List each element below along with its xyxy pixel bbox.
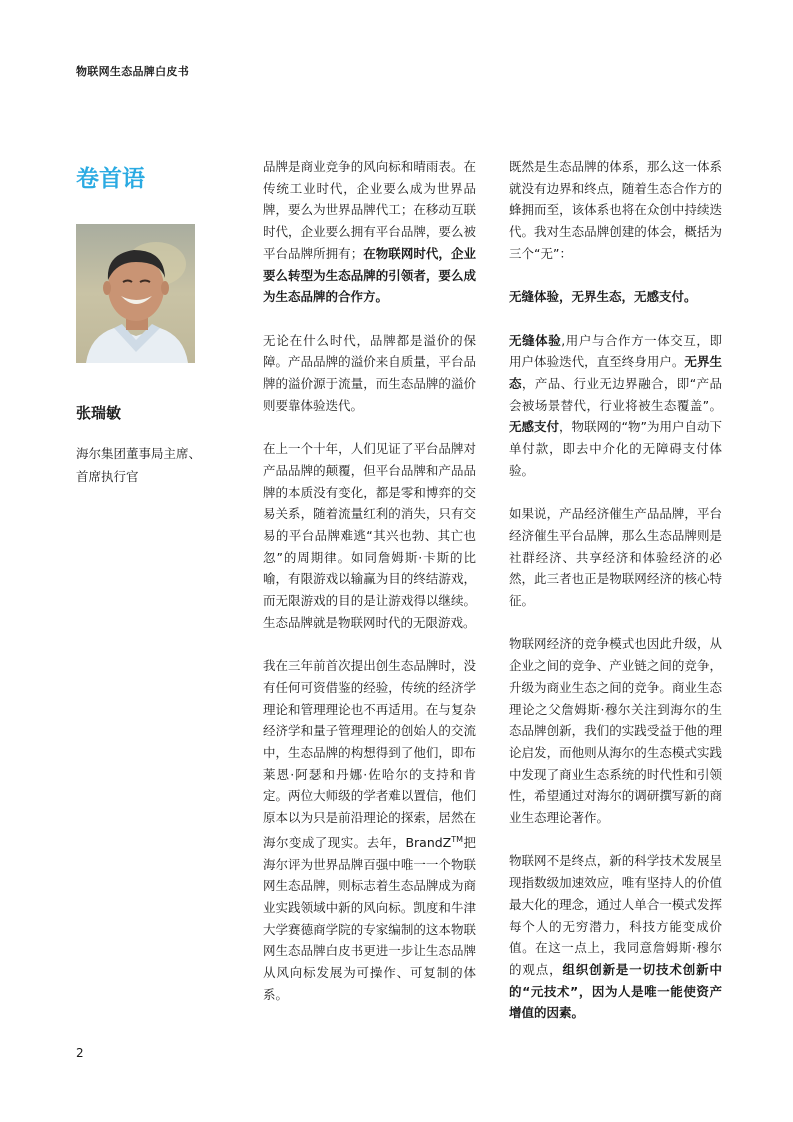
author-role-line-1: 海尔集团董事局主席、 [76,446,202,461]
paragraph-9: 物联网经济的竞争模式也因此升级，从企业之间的竞争、产业链之间的竞争，升级为商业生态之间的竞争。商业生态理论之父詹姆斯·穆尔关注到海尔的生态品牌创新，我们的实践受益于他的理论启发，而他则从海尔的生态模式实践中发现了商业生态系统的时代性和引领性，希望通过对海尔的调研撰写新的商业生态理论著作。 [509,636,722,826]
paragraph-2: 无论在什么时代，品牌都是溢价的保障。产品品牌的溢价来自质量，平台品牌的溢价源于流量，而生态品牌的溢价则要靠体验迭代。 [263,332,476,413]
paragraph-1-text: 品牌是商业竞争的风向标和晴雨表。在传统工业时代，企业要么成为世界品牌，要么为世界品牌代工；在移动互联时代，企业要么拥有平台品牌，要么被平台品牌所拥有； [263,159,476,261]
body-column-2 [509,156,722,1046]
paragraph-6 [509,286,722,308]
author-portrait [76,224,195,363]
paragraph-1 [263,156,476,308]
paragraph-5: 既然是生态品牌的体系，那么这一体系就没有边界和终点，随着生态合作方的蜂拥而至，该体系也将在众创中持续迭代。我对生态品牌创建的体会，概括为三个“无”： [509,159,722,261]
paragraph-7-text-3: ，物联网的“物”为用户自动下单付款，即去中介化的无障碍支付体验。 [509,419,722,478]
paragraph-3: 在上一个十年，人们见证了平台品牌对产品品牌的颠覆，但平台品牌和产品品牌的本质没有变化，都是零和博弈的交易关系，随着流量红利的消失，只有交易的平台品牌难逃“其兴也勃、其亡也忽”的周期律。如同詹姆斯·卡斯的比喻，有限游戏以输赢为目的终结游戏，而无限游戏的目的是让游戏得以继续。生态品牌就是物联网时代的无限游戏。 [263,441,476,630]
paragraph-7 [509,330,722,482]
paragraph-10-text: 物联网不是终点，新的科学技术发展呈现指数级加速效应，唯有坚持人的价值最大化的理念，通过人单合一模式发挥每个人的无穷潜力，科技方能变成价值。在这一点上，我同意詹姆斯·穆尔的观点， [509,853,722,977]
term-seamless-experience: 无缝体验 [509,332,562,348]
author-title [76,442,226,488]
paragraph-1-emphasis: 在物联网时代，企业要么转型为生态品牌的引领者，要么成为生态品牌的合作方。 [263,245,476,305]
running-header: 物联网生态品牌白皮书 [76,65,189,78]
paragraph-7-text-1: ,用户与合作方一体交互，即用户体验迭代，直至终身用户。 [509,332,722,370]
paragraph-4-text-a: 我在三年前首次提出创生态品牌时，没有任何可资借鉴的经验，传统的经济学理论和管理理论也不再适用。在与复杂经济学和量子管理理论的创始人的交流中，生态品牌的构想得到了他们，即布莱恩·阿瑟和丹娜·佐哈尔的支持和肯定。两位大师级的学者难以置信，他们原本以为只是前沿理论的探索，居然在海尔变成了现实。去年，BrandZ [263,658,476,850]
term-boundless-ecosystem: 无界生态 [509,354,722,391]
body-column-1 [263,156,476,1027]
paragraph-10 [509,850,722,1024]
author-name: 张瑞敏 [76,404,122,422]
page-number: 2 [76,1046,84,1060]
paragraph-8: 如果说，产品经济催生产品品牌，平台经济催生平台品牌，那么生态品牌则是社群经济、共享经济和体验经济的必然，此三者也正是物联网经济的核心特征。 [509,506,722,609]
three-nos-summary: 无缝体验，无界生态，无感支付。 [509,289,697,305]
trademark-superscript: TM [451,834,464,844]
paragraph-4 [263,655,476,1005]
section-title: 卷首语 [76,166,145,192]
author-role-line-2: 首席执行官 [76,469,139,484]
term-frictionless-payment: 无感支付 [509,419,560,435]
paragraph-10-emphasis: 组织创新是一切技术创新中的“元技术”，因为人是唯一能使资产增值的因素。 [509,961,722,1021]
paragraph-4-text-b: 把海尔评为世界品牌百强中唯一一个物联网生态品牌，则标志着生态品牌成为商业实践领域中新的风向标。凯度和牛津大学赛德商学院的专家编制的这本物联网生态品牌白皮书更进一步让生态品牌从风向标发展为可操作、可复制的体系。 [263,834,476,1002]
paragraph-7-text-2: ，产品、行业无边界融合，即“产品会被场景替代，行业将被生态覆盖”。 [509,376,722,413]
